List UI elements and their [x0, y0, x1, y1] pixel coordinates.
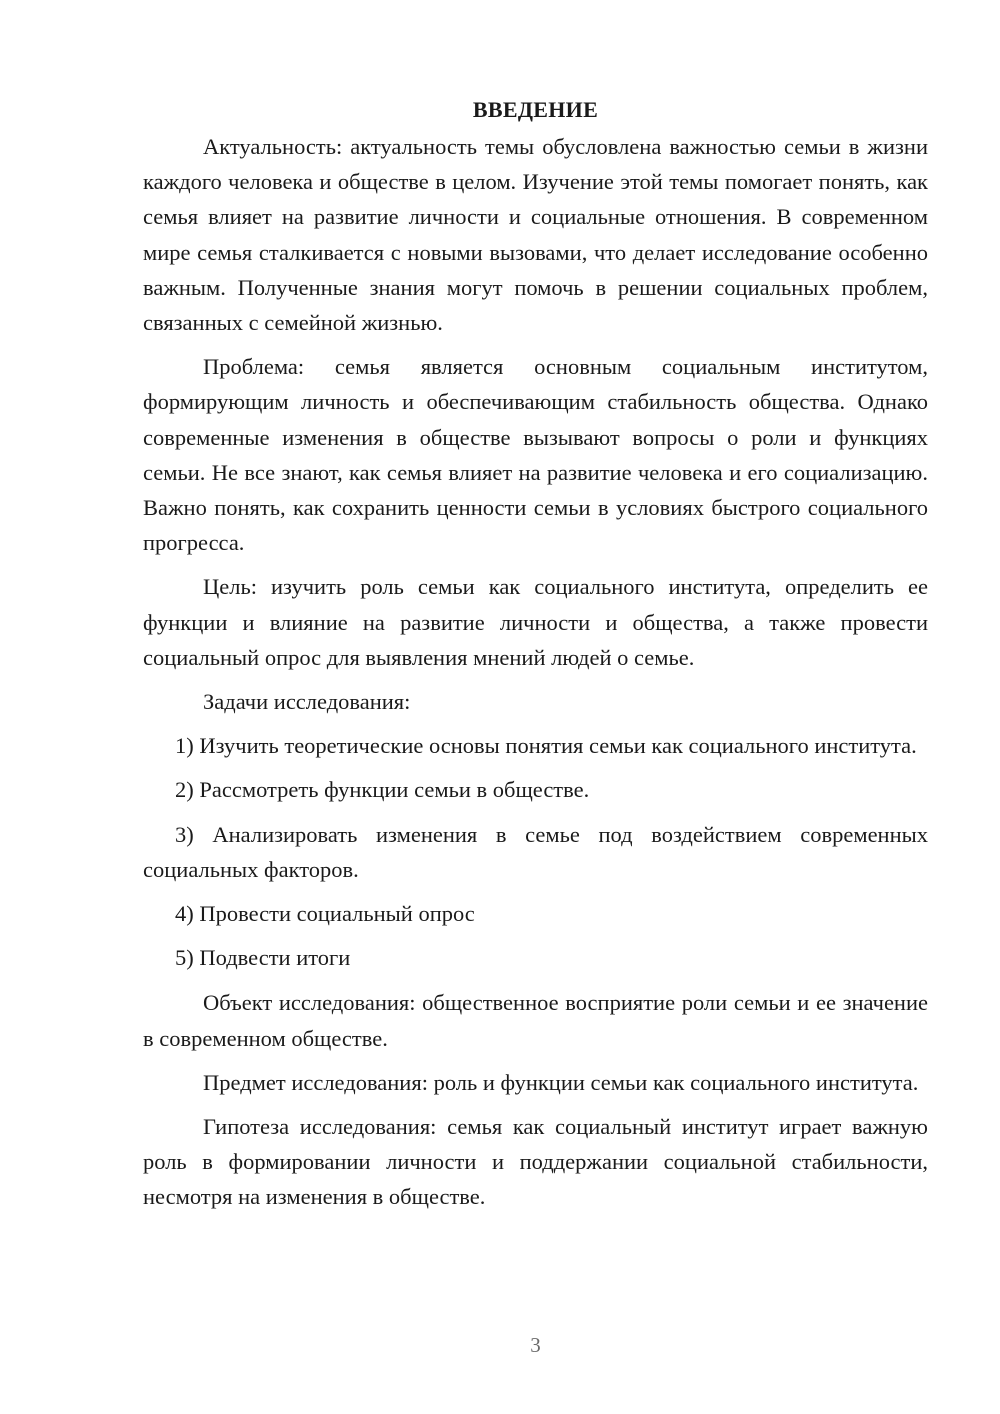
problem-paragraph: Проблема: семья является основным социальным институтом, формирующим личность и обеспечивающим стабильность общества. Однако современные изменения в обществе вызывают вопросы о роли и функциях семьи. Не все знают, как семья влияет на развитие человека и его социализацию. Важно понять, как сохранить ценности семьи в условиях быстрого социального прогресса. [143, 354, 928, 556]
task-item: 2) Рассмотреть функции семьи в обществе. [175, 777, 590, 803]
document-page [143, 92, 928, 1224]
task-item: 1) Изучить теоретические основы понятия семьи как социального института. [175, 733, 917, 759]
task-item: 5) Подвести итоги [175, 945, 351, 971]
goal-paragraph: Цель: изучить роль семьи как социального института, определить ее функции и влияние на развитие личности и общества, а также провести социальный опрос для выявления мнений людей о семье. [143, 574, 928, 670]
task-item: 4) Провести социальный опрос [175, 901, 475, 927]
task-item: 3) Анализировать изменения в семье под воздействием современных социальных факторов. [143, 821, 928, 882]
relevance-paragraph: Актуальность: актуальность темы обусловлена важностью семьи в жизни каждого человека и обществе в целом. Изучение этой темы помогает понять, как семья влияет на развитие личности и социальные отношения. В современном мире семья сталкивается с новыми вызовами, что делает исследование особенно важным. Полученные знания могут помочь в решении социальных проблем, связанных с семейной жизнью. [143, 134, 928, 336]
tasks-heading: Задачи исследования: [203, 689, 411, 715]
page-number: 3 [530, 1333, 541, 1357]
tasks-list [143, 728, 928, 975]
subject-paragraph: Предмет исследования: роль и функции семьи как социального института. [203, 1069, 919, 1095]
object-paragraph: Объект исследования: общественное восприятие роли семьи и ее значение в современном обществе. [143, 990, 928, 1051]
hypothesis-paragraph: Гипотеза исследования: семья как социальный институт играет важную роль в формировании личности и поддержании социальной стабильности, несмотря на изменения в обществе. [143, 1114, 928, 1210]
section-title: ВВЕДЕНИЕ [472, 97, 599, 122]
